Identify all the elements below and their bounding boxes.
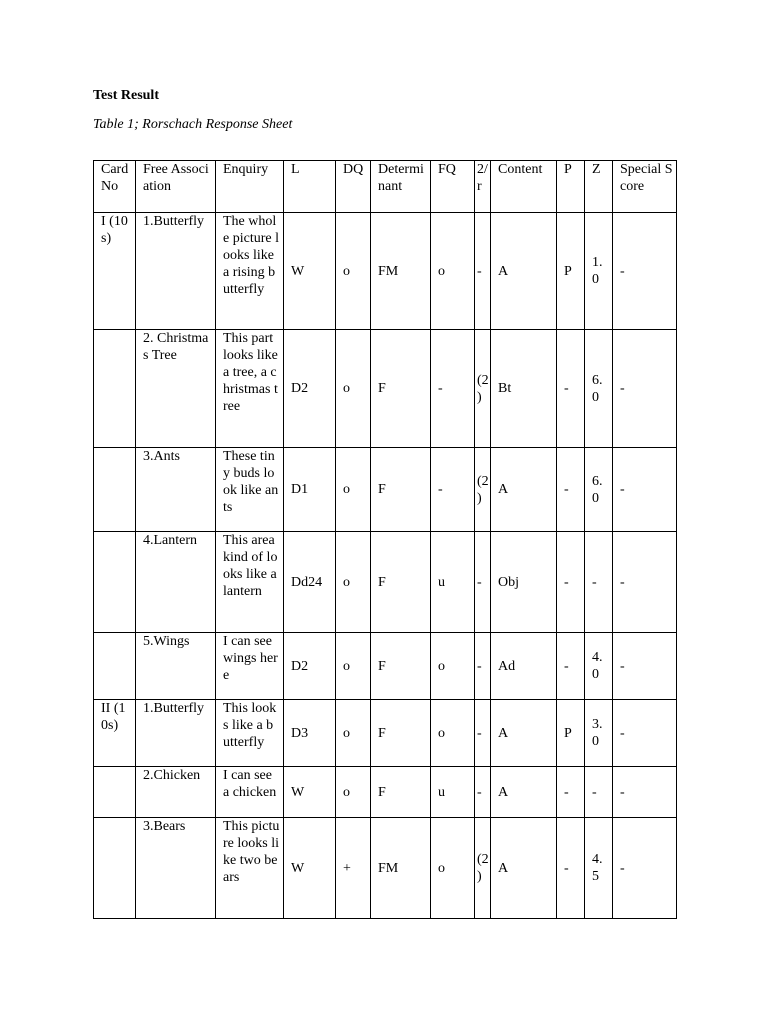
cell-determinant: F xyxy=(371,330,431,448)
cell-card-no: I (10s) xyxy=(94,213,136,330)
cell-pair: - xyxy=(475,633,491,700)
header-free-association: Free Association xyxy=(136,161,216,213)
cell-fq: u xyxy=(431,532,475,633)
header-card-no: Card No xyxy=(94,161,136,213)
table-row xyxy=(94,532,677,633)
cell-card-no xyxy=(94,330,136,448)
cell-special-score: - xyxy=(613,532,677,633)
cell-enquiry: I can see a chicken xyxy=(216,767,284,818)
cell-dq: o xyxy=(336,532,371,633)
cell-card-no xyxy=(94,448,136,532)
cell-pair: - xyxy=(475,767,491,818)
header-determinant: Determinant xyxy=(371,161,431,213)
cell-card-no xyxy=(94,818,136,919)
cell-popular: - xyxy=(557,448,585,532)
cell-fq: - xyxy=(431,448,475,532)
cell-z: 6.0 xyxy=(585,448,613,532)
cell-pair: (2) xyxy=(475,448,491,532)
cell-card-no xyxy=(94,767,136,818)
header-location: L xyxy=(284,161,336,213)
cell-content: Ad xyxy=(491,633,557,700)
cell-card-no xyxy=(94,633,136,700)
cell-pair: - xyxy=(475,532,491,633)
cell-z: 4.5 xyxy=(585,818,613,919)
cell-content: Bt xyxy=(491,330,557,448)
table-row xyxy=(94,213,677,330)
cell-special-score: - xyxy=(613,633,677,700)
cell-free-association: 5.Wings xyxy=(136,633,216,700)
cell-enquiry: This looks like a butterfly xyxy=(216,700,284,767)
cell-enquiry: This area kind of looks like a lantern xyxy=(216,532,284,633)
cell-location: W xyxy=(284,213,336,330)
cell-popular: - xyxy=(557,330,585,448)
cell-location: D2 xyxy=(284,330,336,448)
cell-fq: o xyxy=(431,213,475,330)
header-special-score: Special Score xyxy=(613,161,677,213)
table-row xyxy=(94,448,677,532)
table-row xyxy=(94,818,677,919)
rorschach-response-table xyxy=(93,160,677,919)
cell-special-score: - xyxy=(613,700,677,767)
cell-enquiry: I can see wings here xyxy=(216,633,284,700)
cell-z: 1.0 xyxy=(585,213,613,330)
cell-free-association: 4.Lantern xyxy=(136,532,216,633)
table-row xyxy=(94,633,677,700)
cell-determinant: F xyxy=(371,448,431,532)
cell-determinant: FM xyxy=(371,213,431,330)
cell-location: W xyxy=(284,818,336,919)
cell-content: A xyxy=(491,448,557,532)
table-row xyxy=(94,767,677,818)
cell-special-score: - xyxy=(613,818,677,919)
cell-dq: o xyxy=(336,213,371,330)
cell-fq: o xyxy=(431,818,475,919)
cell-dq: o xyxy=(336,633,371,700)
cell-pair: (2) xyxy=(475,818,491,919)
cell-determinant: F xyxy=(371,700,431,767)
header-enquiry: Enquiry xyxy=(216,161,284,213)
header-dq: DQ xyxy=(336,161,371,213)
cell-free-association: 3.Ants xyxy=(136,448,216,532)
header-content: Content xyxy=(491,161,557,213)
cell-location: Dd24 xyxy=(284,532,336,633)
cell-location: D1 xyxy=(284,448,336,532)
cell-free-association: 2.Chicken xyxy=(136,767,216,818)
cell-location: W xyxy=(284,767,336,818)
cell-free-association: 3.Bears xyxy=(136,818,216,919)
cell-fq: o xyxy=(431,633,475,700)
page-title: Test Result xyxy=(93,88,159,103)
cell-z: - xyxy=(585,767,613,818)
cell-content: Obj xyxy=(491,532,557,633)
cell-special-score: - xyxy=(613,330,677,448)
header-popular: P xyxy=(557,161,585,213)
cell-content: A xyxy=(491,213,557,330)
cell-content: A xyxy=(491,767,557,818)
cell-pair: - xyxy=(475,700,491,767)
cell-content: A xyxy=(491,818,557,919)
cell-free-association: 2. Christmas Tree xyxy=(136,330,216,448)
cell-pair: - xyxy=(475,213,491,330)
cell-card-no: II (10s) xyxy=(94,700,136,767)
cell-fq: - xyxy=(431,330,475,448)
cell-special-score: - xyxy=(613,213,677,330)
cell-free-association: 1.Butterfly xyxy=(136,700,216,767)
cell-enquiry: These tiny buds look like ants xyxy=(216,448,284,532)
cell-z: 6.0 xyxy=(585,330,613,448)
header-pair: 2/r xyxy=(475,161,491,213)
cell-dq: o xyxy=(336,767,371,818)
header-fq: FQ xyxy=(431,161,475,213)
header-row xyxy=(94,161,677,213)
cell-card-no xyxy=(94,532,136,633)
cell-content: A xyxy=(491,700,557,767)
cell-popular: P xyxy=(557,700,585,767)
cell-determinant: F xyxy=(371,532,431,633)
cell-dq: + xyxy=(336,818,371,919)
cell-dq: o xyxy=(336,448,371,532)
cell-popular: - xyxy=(557,532,585,633)
cell-z: 3.0 xyxy=(585,700,613,767)
cell-free-association: 1.Butterfly xyxy=(136,213,216,330)
table-row xyxy=(94,700,677,767)
cell-enquiry: The whole picture looks like a rising butterfly xyxy=(216,213,284,330)
cell-popular: P xyxy=(557,213,585,330)
cell-dq: o xyxy=(336,700,371,767)
cell-location: D2 xyxy=(284,633,336,700)
cell-fq: o xyxy=(431,700,475,767)
cell-determinant: F xyxy=(371,767,431,818)
cell-z: - xyxy=(585,532,613,633)
cell-determinant: FM xyxy=(371,818,431,919)
cell-popular: - xyxy=(557,818,585,919)
cell-special-score: - xyxy=(613,448,677,532)
cell-popular: - xyxy=(557,767,585,818)
cell-special-score: - xyxy=(613,767,677,818)
cell-determinant: F xyxy=(371,633,431,700)
cell-fq: u xyxy=(431,767,475,818)
cell-location: D3 xyxy=(284,700,336,767)
cell-z: 4.0 xyxy=(585,633,613,700)
cell-enquiry: This picture looks like two bears xyxy=(216,818,284,919)
cell-dq: o xyxy=(336,330,371,448)
table-row xyxy=(94,330,677,448)
table-caption: Table 1; Rorschach Response Sheet xyxy=(93,117,293,132)
cell-pair: (2) xyxy=(475,330,491,448)
cell-enquiry: This part looks like a tree, a christmas tree xyxy=(216,330,284,448)
cell-popular: - xyxy=(557,633,585,700)
header-z: Z xyxy=(585,161,613,213)
